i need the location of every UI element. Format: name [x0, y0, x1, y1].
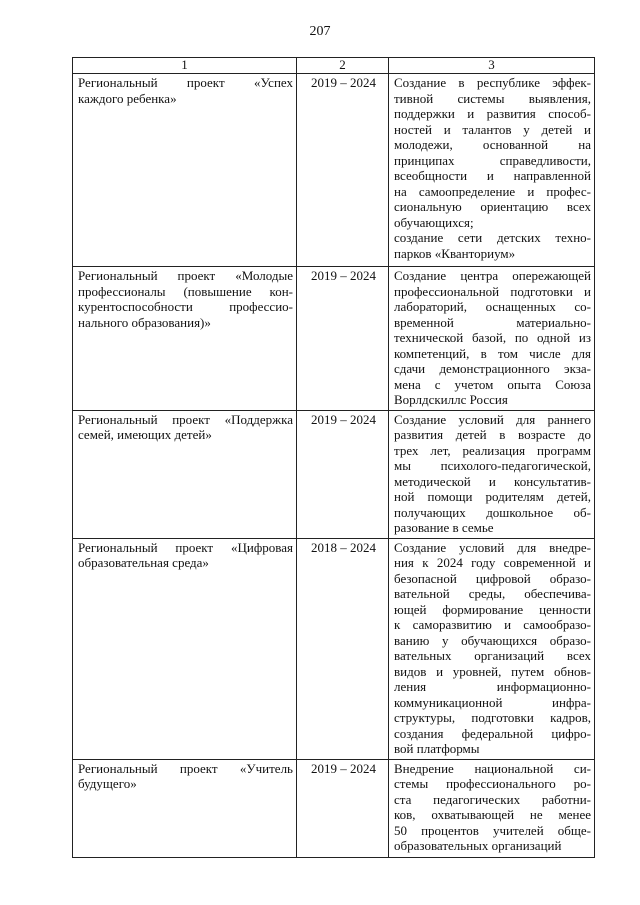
- description-line: ющей формирование ценности: [394, 601, 591, 617]
- description-line: ния к 2024 году современной и: [394, 555, 591, 570]
- period-cell: 2019 – 2024: [297, 410, 389, 538]
- description-cell: [389, 74, 595, 267]
- description-line: развития детей в возрасте до: [394, 427, 591, 442]
- description-line: безопасной цифровой образо-: [394, 570, 591, 586]
- description-line: парков «Кванториум»: [394, 245, 516, 261]
- project-name-line: Региональный проект «Успех: [78, 75, 293, 90]
- table-row: [73, 74, 595, 267]
- description-line: профессиональной подготовки и: [394, 283, 591, 299]
- description-line: методической и консультатив-: [394, 473, 591, 489]
- description-line: стемы профессионального ро-: [394, 776, 591, 791]
- description-line: на самоопределение и профес-: [394, 183, 591, 199]
- description-line: компетенций, в том числе для: [394, 345, 591, 361]
- description-line: Создание условий для внедре-: [394, 539, 591, 555]
- period-cell: 2019 – 2024: [297, 267, 389, 411]
- project-name-cell: [73, 759, 297, 857]
- description-line: Создание в республике эффек-: [394, 75, 591, 90]
- description-line: образовательных организаций: [394, 838, 562, 853]
- description-line: принципах справедливости,: [394, 152, 591, 168]
- period-cell: 2018 – 2024: [297, 538, 389, 759]
- description-line: ной помощи родителям детей,: [394, 489, 591, 504]
- period-cell: 2019 – 2024: [297, 759, 389, 857]
- description-cell: [389, 759, 595, 857]
- description-cell: [389, 410, 595, 538]
- project-name-cell: [73, 410, 297, 538]
- project-name-line: каждого ребенка»: [78, 90, 177, 106]
- table-row: [73, 759, 595, 857]
- description-line: ков, охватывающей не менее: [394, 807, 591, 822]
- project-name-line: образовательная среда»: [78, 555, 209, 570]
- page-number: 207: [309, 24, 331, 39]
- description-line: сиональную ориентацию всех: [394, 199, 591, 214]
- description-line: Внедрение национальной си-: [394, 760, 591, 776]
- column-header-2: 2: [297, 58, 389, 74]
- description-cell: [389, 538, 595, 759]
- description-cell: [389, 267, 595, 411]
- period-cell: 2019 – 2024: [297, 74, 389, 267]
- description-line: технической базой, по одной из: [394, 330, 591, 345]
- description-line: структуры, подготовки кадров,: [394, 710, 591, 725]
- description-line: всеобщности и направленной: [394, 168, 591, 183]
- description-line: разование в семье: [394, 520, 494, 535]
- description-line: молодежи, основанной на: [394, 137, 591, 152]
- description-line: к саморазвитию и самообразо-: [394, 617, 591, 632]
- description-line: создания федеральной цифро-: [394, 725, 591, 741]
- description-line: видов и уровней, путем обнов-: [394, 663, 591, 679]
- project-name-cell: [73, 74, 297, 267]
- project-name-line: курентоспособности профессио-: [78, 299, 293, 314]
- project-name-cell: [73, 538, 297, 759]
- project-name-cell: [73, 267, 297, 411]
- description-line: получающих дошкольное об-: [394, 504, 591, 520]
- column-header-1: 1: [73, 58, 297, 74]
- description-line: Ворлдскиллс Россия: [394, 392, 508, 407]
- description-line: ста педагогических работни-: [394, 791, 591, 807]
- description-line: ления информационно-: [394, 679, 591, 694]
- description-line: Создание центра опережающей: [394, 268, 591, 283]
- table-row: [73, 267, 595, 411]
- table-row: [73, 410, 595, 538]
- description-line: мена с учетом опыта Союза: [394, 376, 591, 392]
- description-line: лабораторий, оснащенных со-: [394, 299, 591, 314]
- description-line: мы психолого-педагогической,: [394, 458, 591, 473]
- description-line: тивной системы выявления,: [394, 90, 591, 106]
- description-line: 50 процентов учителей обще-: [394, 822, 591, 838]
- description-line: коммуникационной инфра-: [394, 694, 591, 710]
- description-line: ностей и талантов у детей и: [394, 121, 591, 137]
- description-line: вой платформы: [394, 741, 480, 756]
- description-line: сдачи демонстрационного экза-: [394, 361, 591, 376]
- description-line: Создание условий для раннего: [394, 411, 591, 427]
- project-name-line: Региональный проект «Поддержка: [78, 411, 293, 427]
- projects-table: [72, 57, 595, 858]
- column-header-3: 3: [389, 58, 595, 74]
- description-line: создание сети детских техно-: [394, 230, 591, 245]
- table-header-row: [73, 58, 595, 74]
- project-name-line: Региональный проект «Учитель: [78, 760, 293, 776]
- project-name-line: Региональный проект «Цифровая: [78, 539, 293, 555]
- description-line: временной материально-: [394, 314, 591, 330]
- project-name-line: Региональный проект «Молодые: [78, 268, 293, 283]
- description-line: трех лет, реализация программ: [394, 442, 591, 458]
- project-name-line: нального образования)»: [78, 314, 211, 330]
- description-line: обучающихся;: [394, 214, 474, 230]
- project-name-line: будущего»: [78, 776, 137, 791]
- description-line: ванию у обучающихся образо-: [394, 632, 591, 648]
- project-name-line: профессионалы (повышение кон-: [78, 283, 293, 299]
- table-row: [73, 538, 595, 759]
- description-line: поддержки и развития способ-: [394, 106, 591, 121]
- project-name-line: семей, имеющих детей»: [78, 427, 212, 442]
- description-line: вательных организаций всех: [394, 648, 591, 663]
- description-line: вательной среды, обеспечива-: [394, 586, 591, 601]
